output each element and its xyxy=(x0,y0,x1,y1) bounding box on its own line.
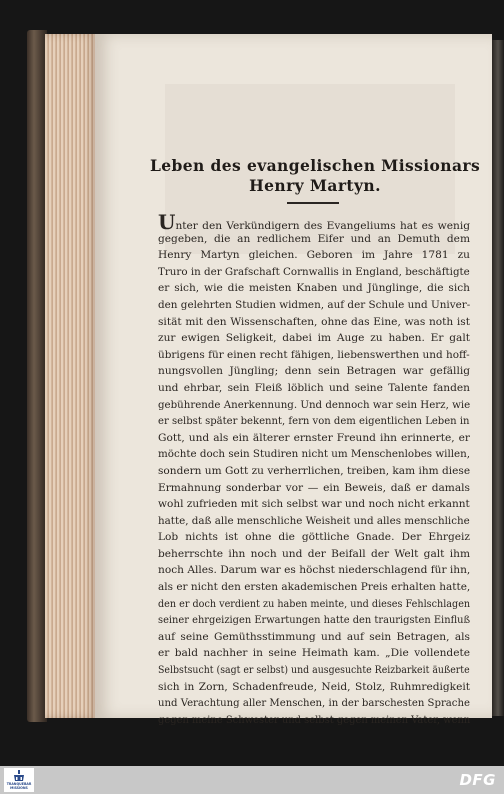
body-line-text: Ermahnung sonderbar vor — ein Beweis, daß er damals xyxy=(158,481,470,494)
body-line-text: als er nicht den ersten akademischen Preis erhalten hatte, xyxy=(158,581,471,594)
body-line-text: hatte, daß alle menschliche Weisheit und alles menschliche xyxy=(158,514,470,527)
body-text xyxy=(158,210,471,728)
library-logo-text: TRANQUEBAR MISSIONS xyxy=(6,782,32,790)
body-line xyxy=(158,297,471,314)
body-line xyxy=(158,629,470,646)
body-line-text: und ehrbar, sein Fleiß löblich und seine Talente fanden xyxy=(158,381,470,394)
body-line xyxy=(158,231,470,248)
body-line xyxy=(158,529,470,546)
body-line xyxy=(158,363,470,380)
body-line-text: seiner ehrgeizigen Erwartungen hatte den traurigsten Einfluß xyxy=(158,614,471,627)
body-line xyxy=(158,496,468,513)
chapter-title xyxy=(150,156,480,196)
body-line xyxy=(158,596,471,613)
body-line xyxy=(158,579,471,596)
body-line xyxy=(158,562,470,579)
body-line-text: er selbst später bekennt, fern von dem eigentlichen Leben in xyxy=(158,415,470,428)
body-line xyxy=(158,380,470,397)
body-line-text: auf seine Gemüthsstimmung und auf sein Betragen, als xyxy=(158,630,470,643)
body-line-text: sität mit den Wissenschaften, ohne das Eine, was noth ist xyxy=(158,315,470,328)
body-line-text: Lob nichts ist ohne die göttliche Gnade. Der Ehrgeiz xyxy=(158,531,470,544)
body-line xyxy=(158,314,470,331)
body-line xyxy=(158,347,470,364)
body-line-text: den gelehrten Studien widmen, auf der Schule und Univer- xyxy=(158,298,471,311)
chapter-title-line-2: Henry Martyn. xyxy=(249,176,381,195)
body-line xyxy=(158,397,471,414)
body-line xyxy=(158,446,471,463)
body-line-text: Selbstsucht (sagt er selbst) und ausgesuchte Reizbarkeit äußerte xyxy=(158,664,470,677)
body-line-text: Henry Martyn gleichen. Geboren im Jahre 1781 zu xyxy=(158,249,470,262)
body-line-text: nungsvollen Jüngling; denn sein Betragen war gefällig xyxy=(158,365,470,378)
body-line-text: den er doch verdient zu haben meinte, und dieses Fehlschlagen xyxy=(158,597,471,610)
body-line-text: beherrschte ihn noch und der Beifall der Welt galt ihm xyxy=(158,547,470,560)
body-line xyxy=(158,513,470,530)
body-line xyxy=(158,612,471,629)
drop-letter: U xyxy=(158,210,176,234)
body-line-text: nter den Verkündigern des Evangeliums hat es wenig xyxy=(175,220,470,232)
body-line-text: er bald nachher in seine Heimath kam. „Die vollendete xyxy=(158,647,470,660)
body-line xyxy=(158,247,470,264)
body-line xyxy=(158,210,470,234)
body-line-text: zur ewigen Seligkeit, dabei im Auge zu haben. Er galt xyxy=(158,332,470,345)
body-line xyxy=(158,645,470,662)
body-line-text: noch Alles. Darum war es höchst niederschlagend für ihn, xyxy=(158,564,471,577)
page-edges xyxy=(45,34,97,718)
body-line xyxy=(158,679,470,696)
book-cover-board xyxy=(27,30,47,722)
body-line xyxy=(158,662,470,679)
viewer-footer-bar xyxy=(0,766,504,794)
body-line-text: übrigens für einen recht fähigen, liebenswerthen und hoff- xyxy=(158,348,470,361)
body-line xyxy=(158,264,470,281)
chapter-title-line-1: Leben des evangelischen Missionars xyxy=(150,156,481,175)
body-line xyxy=(158,463,469,480)
body-line-text: sich in Zorn, Schadenfreude, Neid, Stolz, Ruhmredigkeit xyxy=(158,680,470,693)
body-line-text: gegeben, die an redlichem Eifer und an Demuth dem xyxy=(158,232,470,245)
body-line xyxy=(158,546,470,563)
dfg-logo[interactable]: DFG xyxy=(459,771,496,789)
body-line-text: gebührende Anerkennung. Und dennoch war sein Herz, wie xyxy=(158,398,471,411)
body-line xyxy=(158,712,471,729)
library-logo-icon xyxy=(12,770,26,782)
book-gutter xyxy=(492,40,504,716)
body-line-text: gegen meine Schwester und selbst gegen meinen Vater, wenn xyxy=(158,713,471,726)
library-logo[interactable] xyxy=(4,768,34,792)
body-line xyxy=(158,413,470,430)
body-line xyxy=(158,480,470,497)
body-line-text: wohl zufrieden mit sich selbst war und noch nicht erkannt xyxy=(158,498,470,511)
body-line xyxy=(158,695,470,712)
body-line-text: und Verachtung aller Menschen, in der barschesten Sprache xyxy=(158,697,470,710)
body-line-text: er sich, wie die meisten Knaben und Jünglinge, die sich xyxy=(158,282,470,295)
body-line-text: Truro in der Grafschaft Cornwallis in England, beschäftigte xyxy=(158,265,470,278)
body-line-text: Gott, und als ein älterer ernster Freund ihn erinnerte, er xyxy=(158,431,470,444)
body-line xyxy=(158,430,470,447)
title-rule xyxy=(287,202,339,204)
body-line-text: sondern um Gott zu verherrlichen, treiben, kam ihm diese xyxy=(158,464,471,477)
body-line xyxy=(158,330,470,347)
body-line xyxy=(158,280,470,297)
body-line-text: möchte doch sein Studiren nicht um Menschenlobes willen, xyxy=(158,448,471,461)
